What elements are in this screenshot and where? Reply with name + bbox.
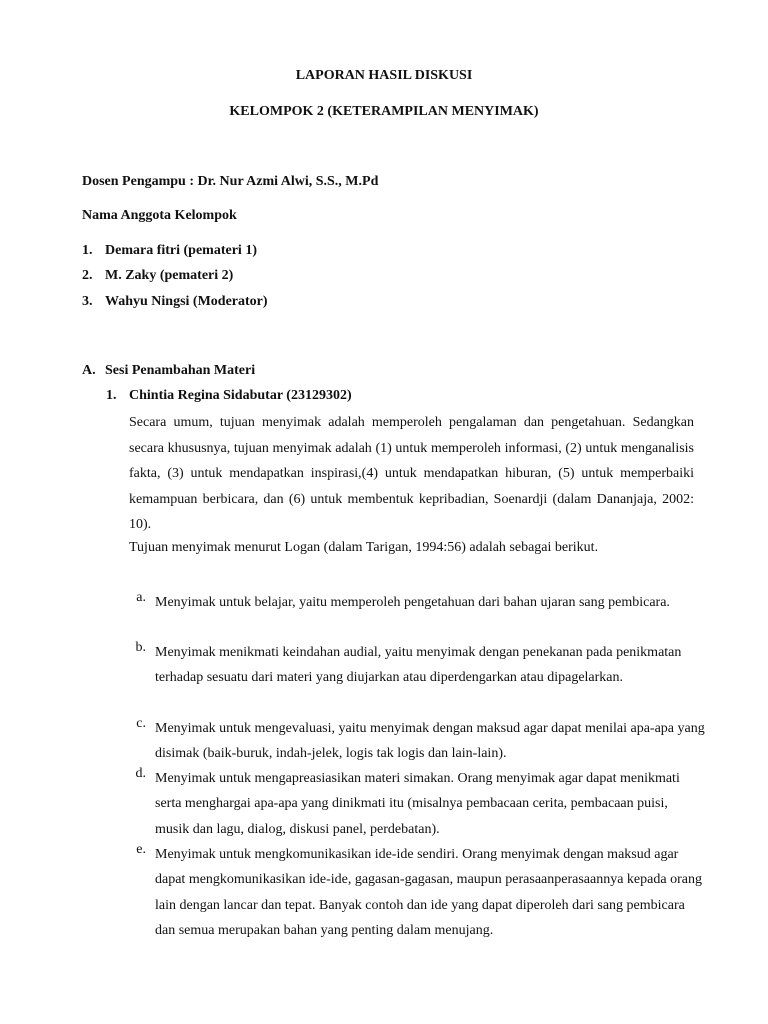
sub-list-text: Menyimak untuk mengkomunikasikan ide-ide sendiri. Orang menyimak dengan maksud agar dapat mengkomunikasikan ide-ide, gagasan-gagasan, maupun perasaanperasaannya kepada orang lain dengan lancar dan tepat. Banyak contoh dan ide yang dapat diperoleh dari sang pembicara dan semua merupakan bahan yang penting dalam menujang. bbox=[155, 847, 702, 938]
document-subtitle: KELOMPOK 2 (KETERAMPILAN MENYIMAK) bbox=[229, 104, 539, 119]
sub-list-text: Menyimak menikmati keindahan audial, yaitu menyimak dengan penekanan pada penikmatan terhadap sesuatu dari materi yang diujarkan atau diperdengarkan atau dipagelarkan. bbox=[155, 645, 682, 686]
sub-list-letter: d. bbox=[135, 766, 146, 781]
section-title: Sesi Penambahan Materi bbox=[105, 363, 256, 378]
item-number: 1. bbox=[106, 388, 117, 403]
paragraph-logan: Tujuan menyimak menurut Logan (dalam Tarigan, 1994:56) adalah sebagai berikut. bbox=[129, 540, 599, 555]
member-item: Demara fitri (pemateri 1) bbox=[105, 243, 257, 258]
sub-list-text: Menyimak untuk belajar, yaitu memperoleh pengetahuan dari bahan ujaran sang pembicara. bbox=[155, 595, 670, 610]
member-number: 3. bbox=[82, 294, 93, 309]
sub-list-letter: a. bbox=[136, 590, 146, 605]
section-letter: A. bbox=[82, 363, 96, 378]
dosen-line: Dosen Pengampu : Dr. Nur Azmi Alwi, S.S., M.Pd bbox=[82, 174, 379, 189]
item-name: Chintia Regina Sidabutar (23129302) bbox=[129, 388, 352, 403]
sub-list-letter: e. bbox=[136, 842, 146, 857]
member-number: 1. bbox=[82, 243, 93, 258]
document-title: LAPORAN HASIL DISKUSI bbox=[295, 68, 473, 83]
member-number: 2. bbox=[82, 268, 93, 283]
sub-list-text: Menyimak untuk mengapreasiasikan materi simakan. Orang menyimak agar dapat menikmati serta menghargai apa-apa yang dinikmati itu (misalnya pembacaan cerita, pembacaan puisi, musik dan lagu, dialog, diskusi panel, perdebatan). bbox=[155, 771, 680, 837]
member-item: Wahyu Ningsi (Moderator) bbox=[105, 294, 268, 309]
sub-list-letter: c. bbox=[136, 716, 146, 731]
sub-list-text: Menyimak untuk mengevaluasi, yaitu menyimak dengan maksud agar dapat menilai apa-apa yang disimak (baik-buruk, indah-jelek, logis tak logis dan lain-lain). bbox=[155, 721, 705, 762]
member-item: M. Zaky (pemateri 2) bbox=[105, 268, 234, 283]
sub-list-letter: b. bbox=[135, 640, 146, 655]
paragraph-tujuan-umum: Secara umum, tujuan menyimak adalah memperoleh pengalaman dan pengetahuan. Sedangkan secara khususnya, tujuan menyimak adalah (1) untuk memperoleh informasi, (2) untuk menganalisis fakta, (3) untuk mendapatkan inspirasi,(4) untuk mendapatkan hiburan, (5) untuk memperbaiki kemampuan berbicara, dan (6) untuk membentuk kepribadian, Soenardji (dalam Dananjaja, 2002: 10). bbox=[129, 415, 694, 532]
anggota-heading: Nama Anggota Kelompok bbox=[82, 208, 237, 223]
